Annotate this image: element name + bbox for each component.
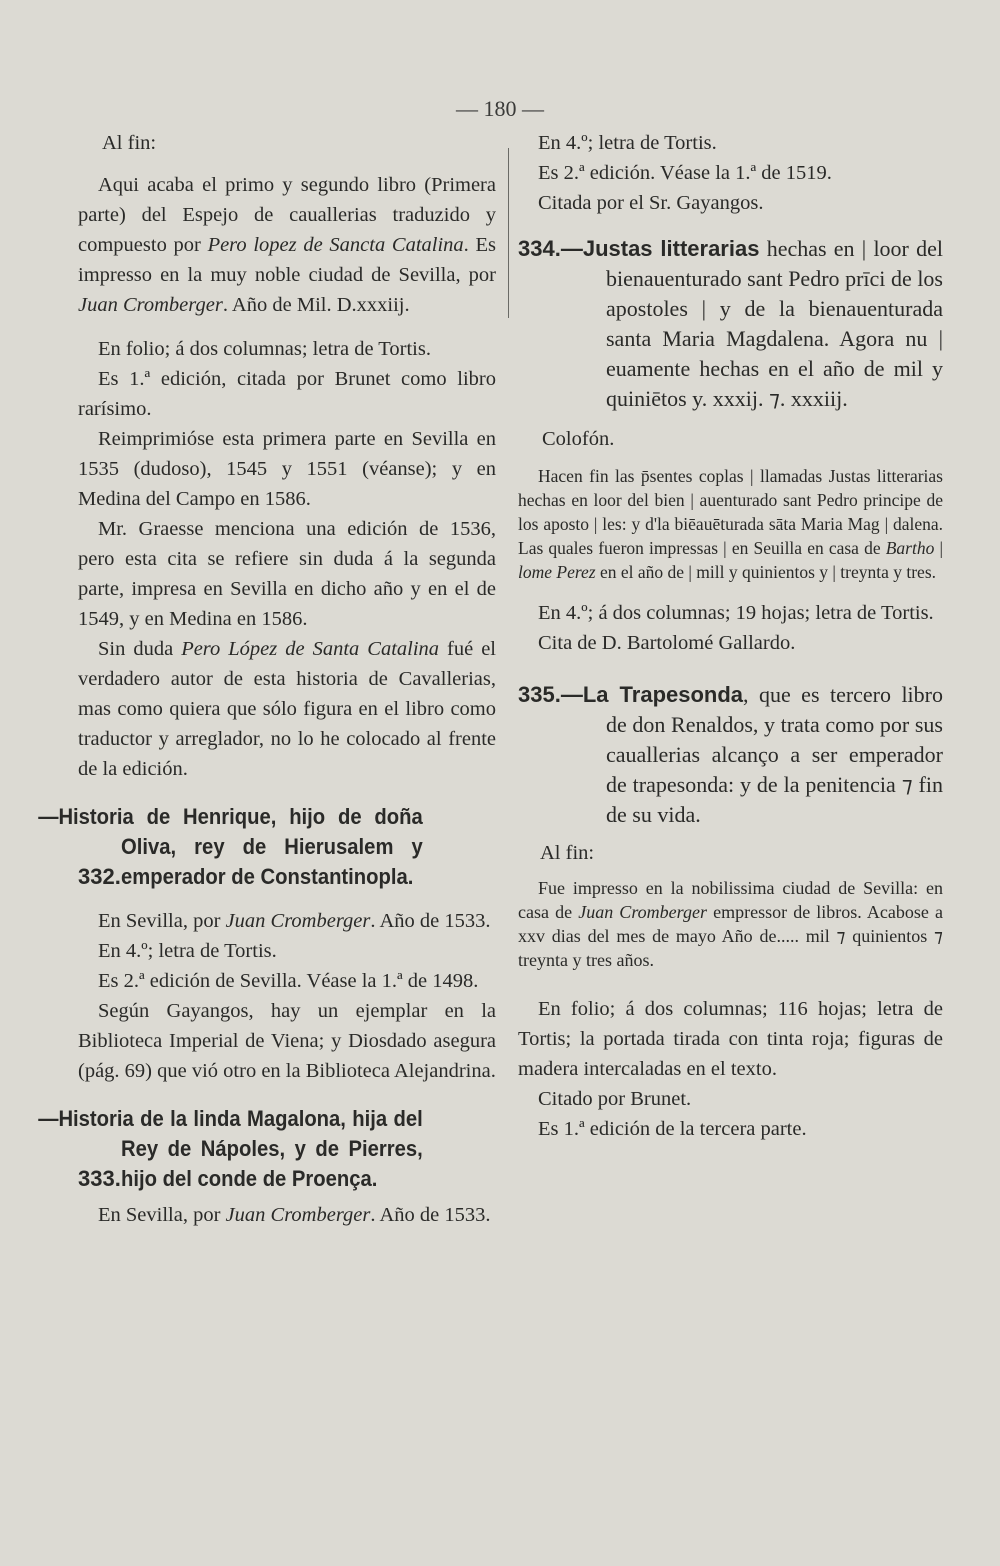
paragraph: Citada por el Sr. Gayangos. bbox=[538, 192, 764, 214]
colofon-label: Colofón. bbox=[542, 428, 615, 450]
entry-title: —La Trapesonda bbox=[560, 682, 744, 707]
entry-title: —Historia de Henrique, hijo de doña Oliva, rey de Hierusalem y emperador de Constantinopla. bbox=[38, 804, 423, 889]
paragraph: Es 1.ª edición de la tercera parte. bbox=[538, 1118, 807, 1140]
colophon-quote bbox=[518, 876, 943, 972]
text-span: . Año de 1533. bbox=[370, 1204, 491, 1226]
text-span: fué el verdadero autor de esta historia de Cavallerias, mas como quiera que sólo figura en el libro como traductor y arreglador, no lo he colocado al frente de la edición. bbox=[78, 638, 496, 780]
paragraph bbox=[78, 906, 496, 936]
colophon-quote bbox=[518, 464, 943, 584]
text-span: | bbox=[934, 538, 943, 558]
text-span: Sin duda bbox=[98, 638, 182, 660]
text-span: empressor de libros. Acabose a xxv dias del mes de mayo Año de..... mil ⁊ quinientos ⁊ treynta y tres años. bbox=[518, 902, 944, 970]
text-span: . Es impresso en la muy noble ciudad de Sevilla, por bbox=[78, 234, 497, 286]
entry-number: 332. bbox=[78, 864, 121, 889]
text-span: Fue impresso en la nobilissima ciudad de Sevilla: en casa de bbox=[518, 878, 943, 922]
left-column bbox=[38, 128, 497, 1230]
entry-332-heading bbox=[38, 802, 496, 892]
printer-name: Bartho bbox=[885, 538, 935, 558]
text-span: Aqui acaba el primo y segundo libro (Primera parte) del Espejo de cauallerias traduzido y compuesto por bbox=[78, 174, 496, 256]
text-span: En Sevilla, por bbox=[98, 1204, 226, 1226]
right-column bbox=[518, 128, 943, 1144]
paragraph: Según Gayangos, hay un ejemplar en la Biblioteca Imperial de Viena; y Diosdado asegura (pág. 69) que vió otro en la Biblioteca Alejandrina. bbox=[78, 1000, 496, 1082]
paragraph: En folio; á dos columnas; letra de Tortis. bbox=[98, 338, 431, 360]
page-number: — 180 — bbox=[456, 96, 544, 121]
text-span: . Año de 1533. bbox=[370, 910, 491, 932]
colophon-quote bbox=[78, 170, 496, 320]
column-rule bbox=[508, 148, 509, 318]
paragraph: Mr. Graesse menciona una edición de 1536, pero esta cita se refiere sin duda á la segunda parte, impresa en Sevilla en dicho año y en el de 1549, y en Medina en 1586. bbox=[78, 518, 496, 630]
printer-name: Juan Cromberger bbox=[78, 294, 223, 316]
entry-number: 333. bbox=[78, 1166, 121, 1191]
author-name: Pero López de Santa Catalina bbox=[181, 638, 440, 660]
paragraph: Citado por Brunet. bbox=[538, 1088, 692, 1110]
entry-title: —Justas litterarias bbox=[560, 236, 760, 261]
paragraph: En 4.º; á dos columnas; 19 hojas; letra de Tortis. bbox=[538, 602, 934, 624]
text-span: . Año de Mil. D.xxxiij. bbox=[222, 294, 410, 316]
text-span: En Sevilla, por bbox=[98, 910, 226, 932]
entry-335-heading bbox=[518, 680, 943, 830]
text-span: en el año de | mill y quinientos y | treynta y tres. bbox=[595, 562, 936, 582]
author-name: Pero lopez de Sancta Catalina bbox=[207, 234, 464, 256]
printer-name: Juan Cromberger bbox=[225, 910, 371, 932]
paragraph: Es 2.ª edición. Véase la 1.ª de 1519. bbox=[538, 162, 832, 184]
al-fin-label: Al fin: bbox=[102, 132, 157, 154]
paragraph: En folio; á dos columnas; 116 hojas; letra de Tortis; la portada tirada con tinta roja; figuras de madera intercaladas en el texto. bbox=[518, 998, 943, 1080]
entry-number: 335. bbox=[518, 682, 561, 707]
printer-name: Juan Cromberger bbox=[578, 902, 707, 922]
paragraph: Es 2.ª edición de Sevilla. Véase la 1.ª de 1498. bbox=[98, 970, 479, 992]
entry-title-rest: , que es tercero libro de don Renaldos, y trata como por sus cauallerias alcanço a ser emperador de trapesonda: y de la penitencia ⁊ fin de su vida. bbox=[606, 682, 943, 827]
printer-name: lome Perez bbox=[518, 562, 596, 582]
entry-334-heading bbox=[518, 234, 943, 414]
entry-title-rest: hechas en | loor del bienauenturado sant Pedro prīci de los apostoles | y de la bienauenturada santa Maria Magdalena. Agora nu | euamente hechas en el año de mil y quiniētos y. xxxij. ⁊. xxxiij. bbox=[606, 236, 944, 411]
printer-name: Juan Cromberger bbox=[225, 1204, 371, 1226]
paragraph bbox=[78, 634, 496, 784]
paragraph: Cita de D. Bartolomé Gallardo. bbox=[538, 632, 796, 654]
paragraph bbox=[78, 1200, 496, 1230]
paragraph: En 4.º; letra de Tortis. bbox=[538, 132, 717, 154]
paragraph: Reimprimióse esta primera parte en Sevilla en 1535 (dudoso), 1545 y 1551 (véanse); y en Medina del Campo en 1586. bbox=[78, 428, 496, 510]
al-fin-label: Al fin: bbox=[540, 842, 595, 864]
paragraph: Es 1.ª edición, citada por Brunet como libro rarísimo. bbox=[78, 368, 496, 420]
paragraph: En 4.º; letra de Tortis. bbox=[98, 940, 277, 962]
text-span: Hacen fin las p̄sentes coplas | llamadas Justas litterarias hechas en loor del bien | auenturado sant Pedro principe de los aposto | les: y d'la biēauēturada sāta Maria Mag | dalena. Las quales fueron impressas | en Seuilla en casa de bbox=[518, 466, 943, 558]
entry-title: —Historia de la linda Magalona, hija del Rey de Nápoles, y de Pierres, hijo del conde de Proença. bbox=[38, 1106, 423, 1191]
entry-number: 334. bbox=[518, 236, 561, 261]
entry-333-heading bbox=[38, 1104, 496, 1194]
